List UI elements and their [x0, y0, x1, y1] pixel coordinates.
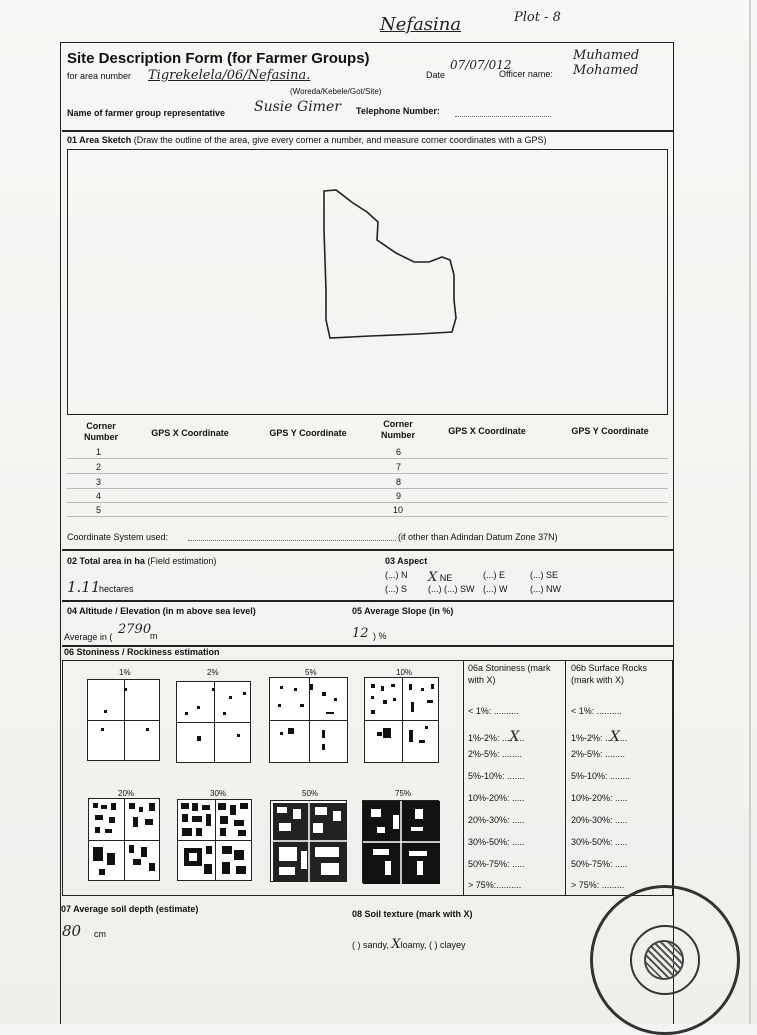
- pct-label: 10%: [396, 668, 413, 677]
- stoniness-level: 5%-10%:: [468, 771, 505, 781]
- surface-rocks-option[interactable]: 30%-50%: .....: [571, 837, 628, 847]
- area-sketch-box[interactable]: [67, 149, 668, 415]
- gps-x-header-left: GPS X Coordinate: [151, 428, 229, 438]
- handwritten-plot-number: Plot - 8: [514, 10, 561, 25]
- corner-number: 8: [396, 477, 402, 487]
- date-value[interactable]: 07/07/012: [450, 58, 512, 72]
- corner-number-header-right: Corner Number: [380, 419, 415, 440]
- stone-dots: [270, 678, 349, 764]
- representative-value[interactable]: Susie Gimer: [254, 99, 341, 115]
- stone-dots: [89, 799, 161, 882]
- surface-rocks-level: < 1%:: [571, 706, 595, 716]
- coordinate-system-label: Coordinate System used:: [67, 532, 169, 542]
- area-number-value[interactable]: Tigrekelela/06/Nefasina.: [148, 68, 311, 83]
- altitude-unit: m: [150, 631, 158, 641]
- stoniness-option[interactable]: > 75%:..........: [468, 880, 522, 890]
- stoniness-option[interactable]: 2%-5%: ........: [468, 749, 523, 759]
- surface-rocks-level: > 75%:: [571, 880, 600, 890]
- stoniness-example-2pct: [176, 681, 251, 763]
- area-sketch-drawing: [68, 150, 669, 416]
- surface-rocks-level: 5%-10%:: [571, 771, 608, 781]
- stone-dots: [88, 680, 161, 762]
- aspect-option-s[interactable]: (...) S: [385, 584, 407, 594]
- officer-name-label: Officer name:: [499, 69, 553, 79]
- area-sketch-heading: 01 Area Sketch: [67, 135, 132, 145]
- paper-edge: [749, 0, 751, 1024]
- officer-name-value[interactable]: Muhamed Mohamed: [573, 48, 640, 78]
- corner-number: 1: [96, 447, 102, 457]
- gps-x-header-right: GPS X Coordinate: [448, 426, 526, 436]
- aspect-ne-label: NE: [439, 573, 453, 583]
- divider: [62, 549, 673, 551]
- stoniness-level: 10%-20%:: [468, 793, 510, 803]
- altitude-value[interactable]: 2790: [118, 622, 152, 637]
- stoniness-example-10pct: [364, 677, 439, 763]
- slope-title: 05 Average Slope (in %): [352, 606, 454, 616]
- surface-rocks-level: 50%-75%:: [571, 859, 613, 869]
- stoniness-level: 1%-2%:: [468, 733, 500, 743]
- stoniness-option[interactable]: 30%-50%: .....: [468, 837, 525, 847]
- pct-label: 50%: [302, 789, 319, 798]
- surface-rocks-option[interactable]: 2%-5%: ........: [571, 749, 626, 759]
- aspect-option-nw[interactable]: (...) NW: [530, 584, 561, 594]
- surface-rocks-level: 10%-20%:: [571, 793, 613, 803]
- corner-number: 5: [96, 505, 102, 515]
- stoniness-example-30pct: [177, 799, 252, 881]
- stoniness-example-5pct: [269, 677, 348, 763]
- stoniness-table-divider: [565, 660, 566, 896]
- aspect-option-se[interactable]: (...) SE: [530, 570, 559, 580]
- stoniness-column-title: 06a Stoniness (mark with X): [468, 663, 551, 685]
- soil-texture-sandy: ( ) sandy,: [352, 940, 389, 950]
- corner-number: 10: [393, 505, 404, 515]
- stoniness-example-75pct: [362, 800, 439, 883]
- surface-rocks-option[interactable]: 10%-20%: .....: [571, 793, 628, 803]
- pct-label: 75%: [395, 789, 412, 798]
- pct-label: 2%: [207, 668, 219, 677]
- surface-rocks-mark: X: [610, 729, 620, 745]
- stoniness-option[interactable]: 20%-30%: .....: [468, 815, 525, 825]
- slope-value[interactable]: 12: [352, 626, 369, 641]
- soil-texture-options[interactable]: [352, 937, 465, 952]
- pct-label: 20%: [118, 789, 135, 798]
- official-stamp-emblem: [644, 940, 684, 980]
- altitude-title: 04 Altitude / Elevation (in m above sea level): [67, 606, 256, 616]
- stone-dots: [365, 678, 440, 764]
- surface-rocks-option-selected[interactable]: 1%-2%: ..X...: [571, 729, 628, 745]
- telephone-field[interactable]: [455, 116, 551, 117]
- stoniness-level: < 1%:: [468, 706, 492, 716]
- corner-number-header-left: Corner Number: [83, 421, 118, 442]
- stoniness-example-1pct: [87, 679, 160, 761]
- stoniness-title: 06 Stoniness / Rockiness estimation: [64, 647, 220, 657]
- total-area-heading: 02 Total area in ha: [67, 556, 145, 566]
- surface-rocks-option[interactable]: 50%-75%: .....: [571, 859, 628, 869]
- representative-label: Name of farmer group representative: [67, 108, 226, 118]
- stoniness-level: 30%-50%:: [468, 837, 510, 847]
- total-area-value[interactable]: 1.11: [67, 578, 101, 596]
- telephone-label: Telephone Number:: [356, 106, 440, 116]
- gps-y-header-right: GPS Y Coordinate: [571, 426, 649, 436]
- coordinate-system-note: (if other than Adindan Datum Zone 37N): [398, 532, 558, 542]
- stoniness-level: 50%-75%:: [468, 859, 510, 869]
- altitude-average-label: Average in (: [64, 632, 113, 642]
- stone-dots: [363, 801, 440, 884]
- corner-number: 7: [396, 462, 402, 472]
- total-area-sub: (Field estimation): [147, 556, 217, 566]
- surface-rocks-option[interactable]: 5%-10%: ........: [571, 771, 631, 781]
- date-label: Date: [426, 70, 446, 80]
- stoniness-example-50pct: [270, 800, 347, 882]
- aspect-sw-label: (...) SW: [444, 584, 475, 594]
- aspect-title: 03 Aspect: [385, 556, 428, 566]
- pct-label: 5%: [305, 668, 317, 677]
- corner-number: 2: [96, 462, 102, 472]
- stone-dots: [178, 800, 253, 882]
- form-title: Site Description Form (for Farmer Groups): [67, 50, 370, 67]
- corner-number: 4: [96, 491, 102, 501]
- slope-unit: ) %: [373, 631, 387, 641]
- soil-texture-mark: X: [391, 937, 401, 952]
- soil-texture-loamy-clayey: loamy, ( ) clayey: [400, 940, 466, 950]
- coordinate-system-field[interactable]: [188, 540, 396, 541]
- pct-label: 1%: [119, 668, 131, 677]
- table-rule: [67, 502, 668, 503]
- soil-depth-unit: cm: [94, 929, 106, 939]
- soil-texture-title: 08 Soil texture (mark with X): [352, 909, 473, 919]
- total-area-title: [67, 556, 216, 566]
- divider: [62, 600, 673, 602]
- corner-number: 9: [396, 491, 402, 501]
- table-rule: [67, 473, 668, 474]
- area-sketch-title: [67, 135, 546, 145]
- surface-rocks-option[interactable]: < 1%: ..........: [571, 706, 622, 716]
- surface-rocks-option[interactable]: 20%-30%: .....: [571, 815, 628, 825]
- handwritten-site-name: Nefasina: [380, 14, 462, 35]
- field-outline: [324, 190, 456, 338]
- stoniness-option-selected[interactable]: 1%-2%: ...X..: [468, 729, 525, 745]
- stoniness-option[interactable]: 50%-75%: .....: [468, 859, 525, 869]
- stoniness-level: 20%-30%:: [468, 815, 510, 825]
- stoniness-mark: X: [509, 729, 520, 745]
- aspect-option-n[interactable]: (...) N: [385, 570, 408, 580]
- surface-rocks-column-title: 06b Surface Rocks (mark with X): [571, 663, 648, 685]
- surface-rocks-level: 20%-30%:: [571, 815, 613, 825]
- aspect-option-w[interactable]: (...) W: [483, 584, 508, 594]
- aspect-ne-mark: X: [428, 570, 438, 585]
- area-number-label: for area number: [67, 71, 132, 81]
- soil-depth-title: 07 Average soil depth (estimate): [61, 904, 199, 914]
- aspect-option-ne[interactable]: [428, 570, 452, 585]
- stoniness-level: 2%-5%:: [468, 749, 500, 759]
- area-sketch-instruction: (Draw the outline of the area, give every corner a number, and measure corner coordinates with a GPS): [133, 135, 547, 145]
- pct-label: 30%: [210, 789, 227, 798]
- stoniness-example-20pct: [88, 798, 160, 881]
- surface-rocks-level: 1%-2%:: [571, 733, 603, 743]
- table-rule: [67, 458, 668, 459]
- area-number-hint: (Woreda/Kebele/Got/Site): [290, 87, 382, 96]
- divider: [62, 130, 673, 132]
- surface-rocks-level: 2%-5%:: [571, 749, 603, 759]
- stone-dots: [271, 801, 348, 883]
- stoniness-option[interactable]: 10%-20%: .....: [468, 793, 525, 803]
- surface-rocks-option[interactable]: > 75%: .........: [571, 880, 625, 890]
- table-rule: [67, 488, 668, 489]
- total-area-unit: hectares: [99, 584, 134, 594]
- stone-dots: [177, 682, 252, 764]
- stoniness-level: > 75%:: [468, 880, 497, 890]
- table-rule: [67, 516, 668, 517]
- stoniness-option[interactable]: < 1%: ..........: [468, 706, 519, 716]
- aspect-option-e[interactable]: (...) E: [483, 570, 505, 580]
- stoniness-option[interactable]: 5%-10%: .......: [468, 771, 525, 781]
- gps-y-header-left: GPS Y Coordinate: [269, 428, 347, 438]
- surface-rocks-level: 30%-50%:: [571, 837, 613, 847]
- corner-number: 3: [96, 477, 102, 487]
- soil-depth-value[interactable]: 80: [62, 922, 82, 940]
- aspect-option-sw[interactable]: (...) (...) SW: [428, 584, 475, 594]
- corner-number: 6: [396, 447, 402, 457]
